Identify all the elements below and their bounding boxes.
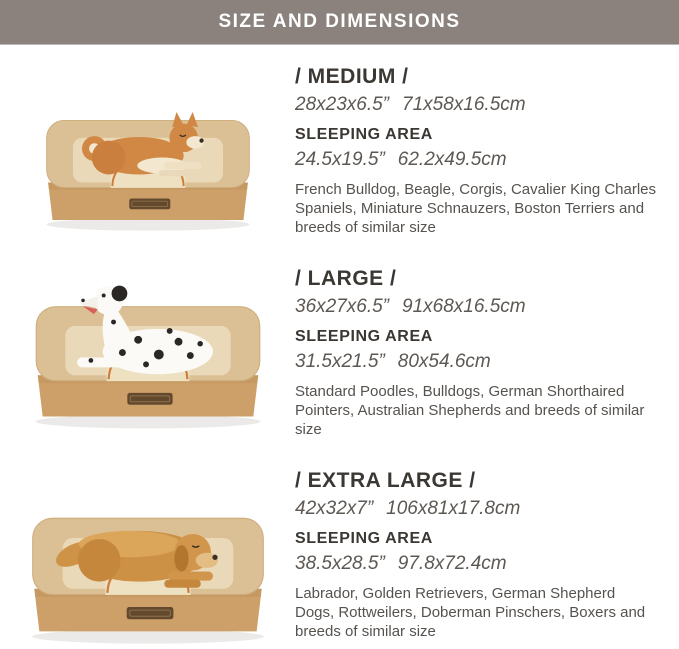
- dimensions-cm: 91x68x16.5cm: [402, 296, 526, 317]
- sleeping-cm: 80x54.6cm: [397, 351, 491, 372]
- sleeping-inches: 24.5x19.5”: [295, 149, 385, 170]
- sleeping-dimensions-extra-large: [295, 553, 661, 575]
- suitable-breeds-medium: French Bulldog, Beagle, Corgis, Cavalier King Charles Spaniels, Miniature Schnauzers, Boston Terriers and breeds of similar size: [295, 181, 657, 236]
- sleeping-dimensions-large: [295, 351, 661, 373]
- dimensions-inches: 28x23x6.5”: [295, 94, 390, 115]
- size-section-medium: [0, 57, 679, 237]
- dimensions-inches: 36x27x6.5”: [295, 296, 390, 317]
- overall-dimensions-extra-large: [295, 498, 661, 520]
- size-title-large: / LARGE /: [295, 267, 397, 290]
- sleeping-inches: 31.5x21.5”: [295, 351, 385, 372]
- large-bed-image: [20, 261, 276, 433]
- sleeping-cm: 62.2x49.5cm: [397, 149, 507, 170]
- overall-dimensions-medium: [295, 94, 661, 116]
- dimensions-cm: 71x58x16.5cm: [402, 94, 526, 115]
- bed-photo-large: [0, 257, 295, 433]
- sleeping-area-label: SLEEPING AREA: [295, 328, 433, 345]
- size-title-medium: / MEDIUM /: [295, 65, 409, 88]
- bed-photo-medium: [0, 57, 295, 235]
- size-section-extra-large: [0, 461, 679, 649]
- sleeping-dimensions-medium: [295, 149, 661, 171]
- sleeping-area-label: SLEEPING AREA: [295, 530, 433, 547]
- sleeping-cm: 97.8x72.4cm: [397, 553, 507, 574]
- overall-dimensions-large: [295, 296, 661, 318]
- section-header: [0, 0, 679, 45]
- sleeping-area-label: SLEEPING AREA: [295, 126, 433, 143]
- suitable-breeds-large: Standard Poodles, Bulldogs, German Shorthaired Pointers, Australian Shepherds and breeds of similar size: [295, 383, 645, 438]
- suitable-breeds-extra-large: Labrador, Golden Retrievers, German Shepherd Dogs, Rottweilers, Doberman Pinschers, Boxers and breeds of similar size: [295, 585, 646, 640]
- size-section-large: [0, 257, 679, 439]
- size-title-extra-large: / EXTRA LARGE /: [295, 469, 476, 492]
- bed-photo-extra-large: [0, 461, 295, 649]
- sleeping-inches: 38.5x28.5”: [295, 553, 385, 574]
- dimensions-inches: 42x32x7”: [295, 498, 374, 519]
- dimensions-cm: 106x81x17.8cm: [386, 498, 521, 519]
- page-title: SIZE AND DIMENSIONS: [218, 11, 461, 32]
- medium-bed-image: [32, 79, 264, 235]
- extra-large-bed-image: [16, 471, 280, 649]
